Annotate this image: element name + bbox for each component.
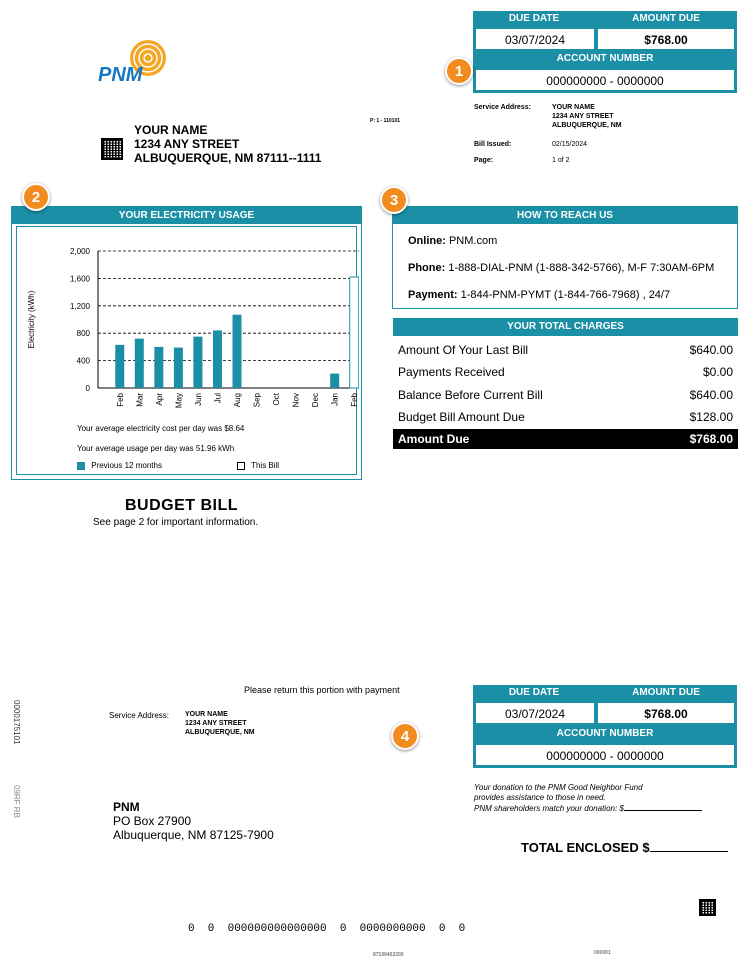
charge-value: $0.00 <box>702 365 733 379</box>
amount-due-value: $768.00 <box>597 28 735 50</box>
donation-match-label: PNM shareholders match your donation: $ <box>474 804 624 813</box>
charge-row <box>398 361 733 383</box>
scanline: 0 0 000000000000000 0 0000000000 0 0 <box>188 923 466 935</box>
service-address-line1: YOUR NAME <box>552 104 595 111</box>
charge-value: $640.00 <box>689 343 733 357</box>
avg-usage-label: Your average usage per day was <box>77 444 194 453</box>
customer-address <box>134 123 321 165</box>
code-left: 87106402200 <box>373 952 404 958</box>
usage-bar-previous <box>115 345 124 388</box>
avg-usage <box>77 444 234 453</box>
avg-cost <box>77 424 244 433</box>
donation-line1: Your donation to the PNM Good Neighbor Fund <box>474 783 643 792</box>
service-address-line3: ALBUQUERQUE, NM <box>552 122 622 129</box>
stub-due-date-label: DUE DATE <box>473 685 595 701</box>
y-tick-label: 1,200 <box>69 301 90 311</box>
bill-issued-value: 02/15/2024 <box>552 141 588 148</box>
customer-street: 1234 ANY STREET <box>134 137 240 151</box>
stub-service-address <box>185 710 255 737</box>
usage-bar-previous <box>233 315 242 388</box>
remit-name: PNM <box>113 800 140 814</box>
side-code-2: 09RF RB <box>12 785 21 818</box>
charge-value: $640.00 <box>689 388 733 402</box>
y-tick-label: 400 <box>76 356 90 366</box>
x-tick-label: Oct <box>272 393 282 406</box>
side-code-1: 0000175101 <box>12 700 21 745</box>
avg-usage-value: 51.96 kWh <box>195 444 235 453</box>
customer-name: YOUR NAME <box>134 123 208 137</box>
reach-title: HOW TO REACH US <box>393 207 737 224</box>
usage-bar-previous <box>154 347 163 388</box>
remit-address <box>113 800 274 842</box>
avg-cost-label: Your average electricity cost per day was <box>77 424 223 433</box>
budget-note: See page 2 for important information. <box>93 517 259 528</box>
y-tick-label: 1,600 <box>69 274 90 284</box>
stub-account-number-value: 000000000 - 0000000 <box>475 744 735 766</box>
usage-bar-previous <box>330 374 339 388</box>
payment-label: Payment: <box>408 289 458 301</box>
legend-this <box>237 461 279 470</box>
usage-title: YOUR ELECTRICITY USAGE <box>12 207 361 224</box>
charges-title: YOUR TOTAL CHARGES <box>393 318 738 336</box>
online-value[interactable]: PNM.com <box>448 235 498 247</box>
remit-box: PO Box 27900 <box>113 814 192 828</box>
callout-badge-4: 4 <box>391 722 419 750</box>
callout-badge-2: 2 <box>22 183 50 211</box>
legend-this-swatch <box>237 462 245 470</box>
x-tick-label: Aug <box>233 393 242 408</box>
account-number-label: ACCOUNT NUMBER <box>473 51 737 67</box>
stub-due-date-value: 03/07/2024 <box>475 702 595 724</box>
service-address-label: Service Address: <box>474 104 531 111</box>
due-date-value: 03/07/2024 <box>475 28 595 50</box>
stub-account-number-label: ACCOUNT NUMBER <box>473 726 737 742</box>
budget-title: BUDGET BILL <box>125 497 239 514</box>
x-tick-label: Apr <box>154 393 164 406</box>
legend-previous-swatch <box>77 462 85 470</box>
x-tick-label: Nov <box>291 393 301 408</box>
phone-value: 1-888-DIAL-PNM (1-888-342-5766), M-F 7:30AM-6PM <box>448 262 715 274</box>
total-enclosed-label: TOTAL ENCLOSED $ <box>521 840 650 855</box>
service-address-line2: 1234 ANY STREET <box>552 113 614 120</box>
x-tick-label: Feb <box>115 393 125 407</box>
legend-this-label: This Bill <box>251 461 280 470</box>
x-tick-label: Feb <box>350 393 359 407</box>
account-number-value: 000000000 - 0000000 <box>475 69 735 91</box>
header-due-box <box>473 11 737 93</box>
charge-value: $128.00 <box>689 410 733 424</box>
charges-panel <box>393 318 738 450</box>
stub-amount-due-label: AMOUNT DUE <box>595 685 737 701</box>
y-tick-label: 0 <box>85 384 90 393</box>
charge-row <box>398 384 733 406</box>
due-date-label: DUE DATE <box>473 11 595 27</box>
usage-bar-this-bill <box>350 277 359 388</box>
charge-label: Amount Of Your Last Bill <box>398 343 529 357</box>
x-tick-label: Mar <box>135 393 145 407</box>
usage-bar-previous <box>174 348 183 388</box>
x-tick-label: Jul <box>213 393 223 404</box>
total-value: $768.00 <box>689 432 733 446</box>
charge-row <box>398 406 733 428</box>
usage-bar-previous <box>213 330 222 388</box>
pnm-logo <box>98 38 173 88</box>
payment-value: 1-844-PNM-PYMT (1-844-766-7968) , 24/7 <box>460 289 671 301</box>
donation-text <box>474 783 739 814</box>
stub-service-label: Service Address: <box>109 711 170 720</box>
remit-city: Albuquerque, NM 87125-7900 <box>113 828 274 842</box>
total-enclosed-field[interactable] <box>650 839 728 852</box>
reach-phone <box>408 262 714 274</box>
legend-previous <box>77 461 162 470</box>
reach-online <box>408 235 497 247</box>
code-right: 000001 <box>594 950 611 956</box>
usage-bar-previous <box>193 337 202 388</box>
total-label: Amount Due <box>398 432 470 446</box>
usage-chart <box>12 231 359 421</box>
x-tick-label: Jun <box>193 393 203 406</box>
stub-due-box <box>473 685 737 768</box>
bill-issued-label: Bill Issued: <box>474 141 512 148</box>
usage-panel <box>11 206 362 480</box>
charge-label: Payments Received <box>398 365 505 379</box>
legend-previous-label: Previous 12 months <box>91 461 162 470</box>
customer-city: ALBUQUERQUE, NM 87111--1111 <box>134 151 322 165</box>
page-label: Page: <box>474 157 494 164</box>
donation-amount-field[interactable] <box>624 803 702 811</box>
charge-row <box>398 339 733 361</box>
x-tick-label: Sep <box>252 393 262 408</box>
return-note: Please return this portion with payment <box>244 685 400 695</box>
callout-badge-1: 1 <box>445 57 473 85</box>
stub-addr-line3: ALBUQUERQUE, NM <box>185 729 255 736</box>
stub-barcode-icon <box>699 899 716 916</box>
donation-line2: provides assistance to those in need. <box>474 793 606 802</box>
logo-text: PNM <box>98 64 143 86</box>
stub-amount-due-value: $768.00 <box>597 702 735 724</box>
avg-cost-value: $8.64 <box>224 424 245 433</box>
stub-addr-line1: YOUR NAME <box>185 711 228 718</box>
online-label: Online: <box>408 235 446 247</box>
x-tick-label: May <box>174 393 184 409</box>
usage-bar-previous <box>135 339 144 388</box>
charge-label: Balance Before Current Bill <box>398 388 543 402</box>
page-code: P: 1 - 110101 <box>370 118 401 124</box>
amount-due-total-row <box>393 429 738 449</box>
total-enclosed <box>521 839 728 855</box>
stub-addr-line2: 1234 ANY STREET <box>185 720 247 727</box>
service-address <box>552 103 622 130</box>
callout-badge-3: 3 <box>380 186 408 214</box>
amount-due-label: AMOUNT DUE <box>595 11 737 27</box>
barcode-icon <box>101 138 123 160</box>
reach-payment <box>408 289 670 301</box>
y-tick-label: 800 <box>76 329 90 339</box>
donation-line3 <box>474 803 739 814</box>
charge-label: Budget Bill Amount Due <box>398 410 525 424</box>
reach-panel <box>392 206 738 309</box>
x-tick-label: Dec <box>311 393 321 408</box>
phone-label: Phone: <box>408 262 446 274</box>
page-value: 1 of 2 <box>552 157 570 164</box>
y-tick-label: 2,000 <box>69 247 90 256</box>
y-axis-label: Electricity (kWh) <box>27 290 36 349</box>
x-tick-label: Jan <box>330 393 340 406</box>
